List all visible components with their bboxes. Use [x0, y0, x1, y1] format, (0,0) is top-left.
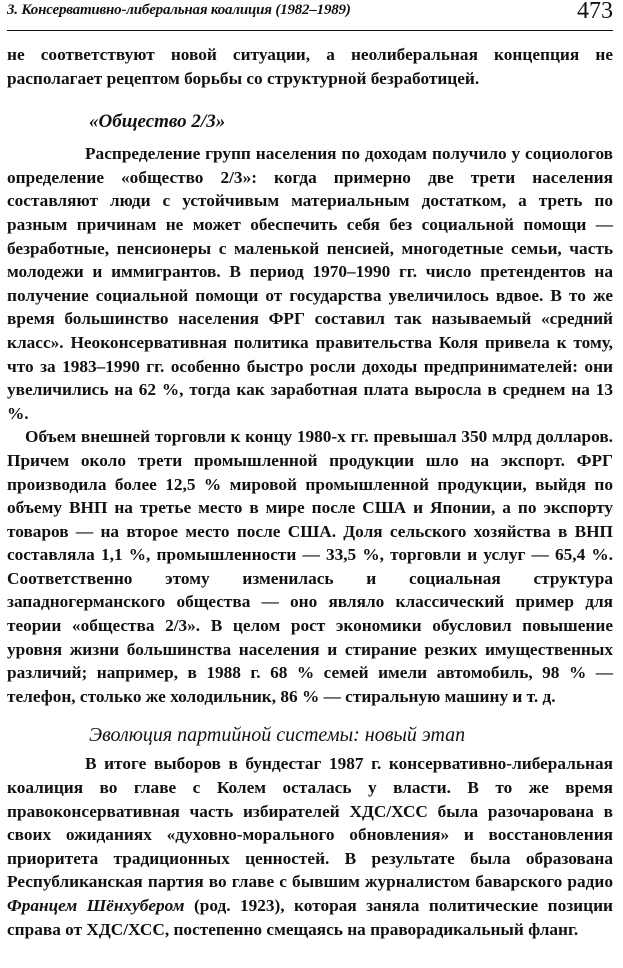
paragraph-continued: не соответствуют новой ситуации, а неолиберальная концепция не располагает рецептом борьбы со структурной безработицей.	[7, 45, 613, 88]
paragraph-text-start: В итоге выборов в бундестаг 1987 г. консервативно-либеральная коалиция во главе с Колем осталась у власти. В то же время правоконсервативная часть избирателей ХДС/ХСС была разочарована в своих ожиданиях «духовно-морального обновления» и восстановления приоритета традиционных ценностей. В результате была образована Республиканская партия во главе с бывшим журналистом баварского радио	[7, 754, 613, 892]
paragraph-elections-1987	[7, 752, 613, 941]
person-name-emphasis: Францем Шёнхубером	[7, 896, 185, 915]
paragraph-income-distribution: Распределение групп населения по доходам получило у социологов определение «общество 2/3»: когда примерно две трети населения составляют люди с устойчивым материальным достатком, а треть по разным причинам не может обеспечить себя без социальной помощи — безработные, пенсионеры с маленькой пенсией, многодетные семьи, часть молодежи и иммигрантов. В период 1970–1990 гг. число претендентов на получение социальной помощи от государства увеличилось вдвое. В то же время большинство населения ФРГ составил так называемый «средний класс». Неоконсервативная политика правительства Коля привела к тому, что за 1983–1990 гг. особенно быстро росли доходы предпринимателей: они увеличились на 62 %, тогда как заработная плата выросла в среднем на 13 %.	[7, 144, 613, 423]
paragraph-text-end: (род. 1923), которая заняла политические позиции справа от ХДС/ХСС, постепенно смещаясь на праворадикальный фланг.	[7, 896, 613, 939]
page-number: 473	[577, 0, 613, 24]
paragraph-foreign-trade: Объем внешней торговли к концу 1980-х гг. превышал 350 млрд долларов. Причем около трети промышленной продукции шло на экспорт. ФРГ производила более 12,5 % мировой промышленной продукции, выйдя по объему ВНП на третье место в мире после США и Японии, а по экспорту товаров — на второе место после США. Доля сельского хозяйства в ВНП составляла 1,1 %, промышленности — 33,5 %, торговли и услуг — 65,4 %. Соответственно этому изменилась и социальная структура западногерманского общества — оно являло классический пример для теории «общества 2/3». В целом рост экономики обусловил повышение уровня жизни большинства населения и стирание резких имущественных различий; например, в 1988 г. 68 % семей имели автомобиль, 98 % — телефон, столько же холодильник, 86 % — стиральную машину и т. д.	[7, 427, 613, 706]
section-heading-society-2-3: «Общество 2/3»	[89, 111, 226, 133]
page-body	[7, 43, 613, 941]
page-header	[7, 0, 613, 31]
running-title: 3. Консервативно-либеральная коалиция (1982–1989)	[7, 2, 351, 18]
section-heading-party-system: Эволюция партийной системы: новый этап	[89, 724, 466, 747]
